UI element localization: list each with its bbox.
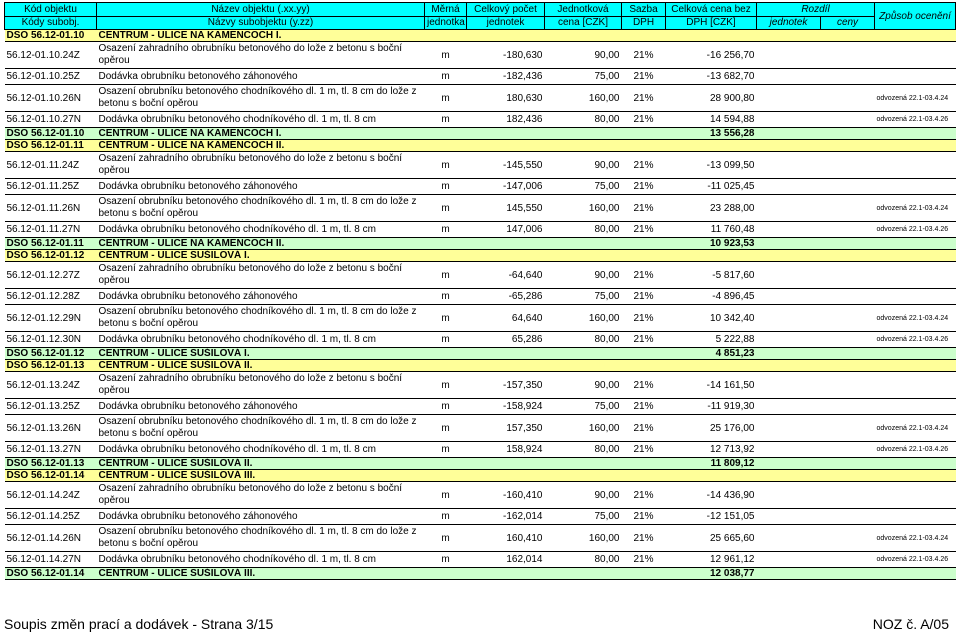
item-unit-price: 90,00 <box>545 482 622 509</box>
item-unit: m <box>425 179 467 195</box>
table-row <box>5 332 956 348</box>
item-code: 56.12-01.10.26N <box>5 85 97 112</box>
item-total: 28 900,80 <box>666 85 757 112</box>
item-diff-price <box>821 442 875 458</box>
item-code: 56.12-01.14.25Z <box>5 509 97 525</box>
item-vat-rate: 21% <box>622 509 666 525</box>
total-amount: 11 809,12 <box>666 458 757 470</box>
item-diff-units <box>757 222 821 238</box>
item-code: 56.12-01.14.24Z <box>5 482 97 509</box>
col-unitprice-header-2: cena [CZK] <box>545 16 622 30</box>
item-name: Osazení zahradního obrubníku betonového do lože z betonu s boční opěrou <box>97 42 425 69</box>
item-vat-rate: 21% <box>622 85 666 112</box>
item-vat-rate: 21% <box>622 525 666 552</box>
table-row <box>5 152 956 179</box>
item-unit: m <box>425 305 467 332</box>
item-pricing-method: odvozená 22.1-03.4.24 <box>875 525 956 552</box>
item-name: Osazení zahradního obrubníku betonového do lože z betonu s boční opěrou <box>97 372 425 399</box>
item-diff-units <box>757 482 821 509</box>
total-amount: 12 038,77 <box>666 568 757 580</box>
item-vat-rate: 21% <box>622 289 666 305</box>
section-name: CENTRUM - ULICE SUŠILOVÁ III. <box>97 470 956 482</box>
item-quantity: -162,014 <box>467 509 545 525</box>
item-unit-price: 160,00 <box>545 415 622 442</box>
item-total: -16 256,70 <box>666 42 757 69</box>
item-quantity: 182,436 <box>467 112 545 128</box>
col-total-header-2: DPH [CZK] <box>666 16 757 30</box>
item-name: Dodávka obrubníku betonového chodníkového dl. 1 m, tl. 8 cm <box>97 332 425 348</box>
item-name: Osazení zahradního obrubníku betonového do lože z betonu s boční opěrou <box>97 482 425 509</box>
col-mj-header: Měrná <box>425 3 467 17</box>
item-unit-price: 90,00 <box>545 372 622 399</box>
section-code: DSO 56.12-01.13 <box>5 360 97 372</box>
item-diff-units <box>757 152 821 179</box>
item-unit-price: 160,00 <box>545 85 622 112</box>
table-row <box>5 399 956 415</box>
section-code: DSO 56.12-01.14 <box>5 470 97 482</box>
col-code-header: Kód objektu <box>5 3 97 17</box>
item-unit: m <box>425 509 467 525</box>
item-pricing-method: odvozená 22.1-03.4.24 <box>875 195 956 222</box>
item-name: Osazení obrubníku betonového chodníkového dl. 1 m, tl. 8 cm do lože z betonu s boční opěrou <box>97 195 425 222</box>
item-code: 56.12-01.12.29N <box>5 305 97 332</box>
item-quantity: -145,550 <box>467 152 545 179</box>
item-diff-units <box>757 372 821 399</box>
item-vat-rate: 21% <box>622 552 666 568</box>
item-code: 56.12-01.13.26N <box>5 415 97 442</box>
section-header-row <box>5 140 956 152</box>
item-total: -13 682,70 <box>666 69 757 85</box>
item-total: 14 594,88 <box>666 112 757 128</box>
total-name: CENTRUM - ULICE SUŠILOVÁ II. <box>97 458 666 470</box>
item-total: -14 161,50 <box>666 372 757 399</box>
table-row <box>5 305 956 332</box>
col-code-header-2: Kódy subobj. <box>5 16 97 30</box>
item-diff-units <box>757 525 821 552</box>
item-quantity: -65,286 <box>467 289 545 305</box>
item-quantity: 64,640 <box>467 305 545 332</box>
table-row <box>5 552 956 568</box>
total-amount: 13 556,28 <box>666 128 757 140</box>
total-amount: 4 851,23 <box>666 348 757 360</box>
item-name: Dodávka obrubníku betonového záhonového <box>97 69 425 85</box>
item-diff-price <box>821 332 875 348</box>
item-total: 25 176,00 <box>666 415 757 442</box>
item-quantity: 147,006 <box>467 222 545 238</box>
item-quantity: 162,014 <box>467 552 545 568</box>
col-diff-price-header: ceny <box>821 16 875 30</box>
item-diff-price <box>821 399 875 415</box>
item-total: 5 222,88 <box>666 332 757 348</box>
item-name: Dodávka obrubníku betonového záhonového <box>97 399 425 415</box>
item-total: -12 151,05 <box>666 509 757 525</box>
section-total-row <box>5 128 956 140</box>
col-mj-header-2: jednotka <box>425 16 467 30</box>
section-header-row <box>5 470 956 482</box>
item-quantity: -182,436 <box>467 69 545 85</box>
item-pricing-method: odvozená 22.1-03.4.26 <box>875 332 956 348</box>
item-unit-price: 75,00 <box>545 509 622 525</box>
item-diff-units <box>757 442 821 458</box>
col-qty-header-2: jednotek <box>467 16 545 30</box>
item-diff-price <box>821 305 875 332</box>
item-quantity: -147,006 <box>467 179 545 195</box>
change-list-table <box>4 2 956 580</box>
item-pricing-method: odvozená 22.1-03.4.24 <box>875 85 956 112</box>
item-unit: m <box>425 372 467 399</box>
item-diff-units <box>757 509 821 525</box>
table-row <box>5 525 956 552</box>
section-name: CENTRUM - ULICE SUŠILOVÁ II. <box>97 360 956 372</box>
item-total: -5 817,60 <box>666 262 757 289</box>
item-pricing-method: odvozená 22.1-03.4.24 <box>875 305 956 332</box>
item-unit: m <box>425 152 467 179</box>
item-name: Osazení obrubníku betonového chodníkového dl. 1 m, tl. 8 cm do lože z betonu s boční opěrou <box>97 85 425 112</box>
item-total: -14 436,90 <box>666 482 757 509</box>
item-diff-units <box>757 69 821 85</box>
item-name: Osazení zahradního obrubníku betonového do lože z betonu s boční opěrou <box>97 262 425 289</box>
item-quantity: 158,924 <box>467 442 545 458</box>
item-unit: m <box>425 332 467 348</box>
item-unit-price: 160,00 <box>545 525 622 552</box>
total-name: CENTRUM - ULICE NA KAMENCOCH II. <box>97 238 666 250</box>
section-total-row <box>5 568 956 580</box>
item-diff-price <box>821 112 875 128</box>
total-code: DSO 56.12-01.11 <box>5 238 97 250</box>
col-total-header: Celková cena bez <box>666 3 757 17</box>
item-code: 56.12-01.12.28Z <box>5 289 97 305</box>
item-pricing-method <box>875 509 956 525</box>
section-name: CENTRUM - ULICE NA KAMENCOCH II. <box>97 140 956 152</box>
item-quantity: 157,350 <box>467 415 545 442</box>
col-diff-units-header: jednotek <box>757 16 821 30</box>
item-diff-price <box>821 372 875 399</box>
item-name: Dodávka obrubníku betonového záhonového <box>97 179 425 195</box>
item-vat-rate: 21% <box>622 399 666 415</box>
item-vat-rate: 21% <box>622 415 666 442</box>
total-code: DSO 56.12-01.12 <box>5 348 97 360</box>
page-footer-title: Soupis změn prací a dodávek - Strana 3/15 <box>4 616 274 632</box>
item-diff-price <box>821 42 875 69</box>
table-row <box>5 42 956 69</box>
col-diff-header: Rozdíl <box>757 3 875 17</box>
item-vat-rate: 21% <box>622 332 666 348</box>
item-total: -13 099,50 <box>666 152 757 179</box>
item-code: 56.12-01.11.27N <box>5 222 97 238</box>
table-row <box>5 509 956 525</box>
col-name-header-2: Názvy subobjektu (y.zz) <box>97 16 425 30</box>
item-total: -11 025,45 <box>666 179 757 195</box>
total-code: DSO 56.12-01.10 <box>5 128 97 140</box>
section-header-row <box>5 30 956 42</box>
item-code: 56.12-01.10.24Z <box>5 42 97 69</box>
item-unit: m <box>425 552 467 568</box>
item-total: 23 288,00 <box>666 195 757 222</box>
table-row <box>5 482 956 509</box>
item-vat-rate: 21% <box>622 372 666 399</box>
col-way-header: Způsob ocenění <box>875 3 956 30</box>
item-total: 12 713,92 <box>666 442 757 458</box>
col-name-header: Název objektu (.xx.yy) <box>97 3 425 17</box>
item-pricing-method <box>875 289 956 305</box>
item-unit-price: 80,00 <box>545 332 622 348</box>
item-pricing-method <box>875 399 956 415</box>
item-diff-price <box>821 85 875 112</box>
item-quantity: -180,630 <box>467 42 545 69</box>
table-row <box>5 289 956 305</box>
table-row <box>5 262 956 289</box>
item-pricing-method <box>875 69 956 85</box>
item-quantity: 65,286 <box>467 332 545 348</box>
item-diff-units <box>757 195 821 222</box>
item-vat-rate: 21% <box>622 442 666 458</box>
item-diff-units <box>757 179 821 195</box>
item-unit: m <box>425 442 467 458</box>
section-header-row <box>5 360 956 372</box>
item-unit-price: 75,00 <box>545 289 622 305</box>
item-name: Dodávka obrubníku betonového chodníkového dl. 1 m, tl. 8 cm <box>97 222 425 238</box>
item-name: Dodávka obrubníku betonového chodníkového dl. 1 m, tl. 8 cm <box>97 112 425 128</box>
item-pricing-method: odvozená 22.1-03.4.24 <box>875 415 956 442</box>
item-unit: m <box>425 482 467 509</box>
item-total: 11 760,48 <box>666 222 757 238</box>
col-vat-header: Sazba <box>622 3 666 17</box>
item-total: 10 342,40 <box>666 305 757 332</box>
item-pricing-method: odvozená 22.1-03.4.26 <box>875 552 956 568</box>
item-unit-price: 80,00 <box>545 442 622 458</box>
item-diff-units <box>757 399 821 415</box>
item-unit: m <box>425 42 467 69</box>
item-diff-price <box>821 552 875 568</box>
item-diff-price <box>821 509 875 525</box>
item-unit-price: 80,00 <box>545 112 622 128</box>
item-quantity: 180,630 <box>467 85 545 112</box>
item-code: 56.12-01.11.24Z <box>5 152 97 179</box>
item-diff-units <box>757 332 821 348</box>
total-code: DSO 56.12-01.13 <box>5 458 97 470</box>
item-unit: m <box>425 415 467 442</box>
item-code: 56.12-01.10.25Z <box>5 69 97 85</box>
section-name: CENTRUM - ULICE SUŠILOVÁ I. <box>97 250 956 262</box>
empty-cell <box>757 458 956 470</box>
item-code: 56.12-01.13.27N <box>5 442 97 458</box>
item-vat-rate: 21% <box>622 69 666 85</box>
item-unit-price: 75,00 <box>545 399 622 415</box>
item-total: 25 665,60 <box>666 525 757 552</box>
empty-cell <box>757 348 956 360</box>
item-quantity: 160,410 <box>467 525 545 552</box>
total-name: CENTRUM - ULICE NA KAMENCOCH I. <box>97 128 666 140</box>
item-code: 56.12-01.13.24Z <box>5 372 97 399</box>
item-quantity: -64,640 <box>467 262 545 289</box>
item-unit-price: 160,00 <box>545 195 622 222</box>
item-diff-units <box>757 85 821 112</box>
col-unitprice-header: Jednotková <box>545 3 622 17</box>
item-code: 56.12-01.13.25Z <box>5 399 97 415</box>
section-total-row <box>5 348 956 360</box>
item-unit-price: 75,00 <box>545 179 622 195</box>
item-quantity: -157,350 <box>467 372 545 399</box>
item-unit: m <box>425 262 467 289</box>
item-vat-rate: 21% <box>622 42 666 69</box>
item-vat-rate: 21% <box>622 195 666 222</box>
total-amount: 10 923,53 <box>666 238 757 250</box>
item-diff-price <box>821 152 875 179</box>
item-vat-rate: 21% <box>622 222 666 238</box>
item-unit-price: 90,00 <box>545 42 622 69</box>
item-unit: m <box>425 69 467 85</box>
item-pricing-method <box>875 482 956 509</box>
table-row <box>5 415 956 442</box>
item-name: Dodávka obrubníku betonového záhonového <box>97 509 425 525</box>
item-code: 56.12-01.12.27Z <box>5 262 97 289</box>
item-name: Dodávka obrubníku betonového chodníkového dl. 1 m, tl. 8 cm <box>97 442 425 458</box>
table-header <box>5 3 956 30</box>
table-row <box>5 195 956 222</box>
item-pricing-method <box>875 262 956 289</box>
item-name: Osazení zahradního obrubníku betonového do lože z betonu s boční opěrou <box>97 152 425 179</box>
total-name: CENTRUM - ULICE SUŠILOVÁ III. <box>97 568 666 580</box>
item-vat-rate: 21% <box>622 482 666 509</box>
item-code: 56.12-01.14.27N <box>5 552 97 568</box>
table-row <box>5 179 956 195</box>
item-diff-price <box>821 415 875 442</box>
item-pricing-method: odvozená 22.1-03.4.26 <box>875 442 956 458</box>
item-vat-rate: 21% <box>622 179 666 195</box>
section-header-row <box>5 250 956 262</box>
col-vat-header-2: DPH <box>622 16 666 30</box>
item-vat-rate: 21% <box>622 262 666 289</box>
total-code: DSO 56.12-01.14 <box>5 568 97 580</box>
item-diff-units <box>757 552 821 568</box>
item-unit: m <box>425 85 467 112</box>
item-unit: m <box>425 222 467 238</box>
table-row <box>5 112 956 128</box>
item-quantity: 145,550 <box>467 195 545 222</box>
item-name: Osazení obrubníku betonového chodníkového dl. 1 m, tl. 8 cm do lože z betonu s boční opěrou <box>97 305 425 332</box>
item-pricing-method <box>875 152 956 179</box>
item-diff-price <box>821 525 875 552</box>
item-name: Osazení obrubníku betonového chodníkového dl. 1 m, tl. 8 cm do lože z betonu s boční opěrou <box>97 415 425 442</box>
item-diff-price <box>821 289 875 305</box>
item-quantity: -160,410 <box>467 482 545 509</box>
empty-cell <box>757 568 956 580</box>
item-vat-rate: 21% <box>622 112 666 128</box>
item-diff-units <box>757 112 821 128</box>
item-pricing-method: odvozená 22.1-03.4.26 <box>875 112 956 128</box>
item-diff-price <box>821 179 875 195</box>
empty-cell <box>757 128 956 140</box>
item-diff-price <box>821 69 875 85</box>
item-vat-rate: 21% <box>622 305 666 332</box>
section-total-row <box>5 458 956 470</box>
item-code: 56.12-01.10.27N <box>5 112 97 128</box>
item-name: Osazení obrubníku betonového chodníkového dl. 1 m, tl. 8 cm do lože z betonu s boční opěrou <box>97 525 425 552</box>
section-code: DSO 56.12-01.11 <box>5 140 97 152</box>
item-diff-units <box>757 262 821 289</box>
item-unit-price: 80,00 <box>545 222 622 238</box>
total-name: CENTRUM - ULICE SUŠILOVÁ I. <box>97 348 666 360</box>
item-code: 56.12-01.11.25Z <box>5 179 97 195</box>
item-code: 56.12-01.12.30N <box>5 332 97 348</box>
item-name: Dodávka obrubníku betonového záhonového <box>97 289 425 305</box>
item-total: -4 896,45 <box>666 289 757 305</box>
item-unit: m <box>425 525 467 552</box>
item-unit-price: 160,00 <box>545 305 622 332</box>
item-unit: m <box>425 399 467 415</box>
section-total-row <box>5 238 956 250</box>
item-unit: m <box>425 289 467 305</box>
item-unit-price: 90,00 <box>545 152 622 179</box>
item-diff-units <box>757 305 821 332</box>
item-unit-price: 80,00 <box>545 552 622 568</box>
table-row <box>5 442 956 458</box>
item-pricing-method <box>875 179 956 195</box>
item-diff-price <box>821 482 875 509</box>
item-total: 12 961,12 <box>666 552 757 568</box>
item-pricing-method <box>875 372 956 399</box>
item-quantity: -158,924 <box>467 399 545 415</box>
item-vat-rate: 21% <box>622 152 666 179</box>
section-code: DSO 56.12-01.12 <box>5 250 97 262</box>
item-diff-price <box>821 262 875 289</box>
item-unit-price: 75,00 <box>545 69 622 85</box>
section-code: DSO 56.12-01.10 <box>5 30 97 42</box>
item-pricing-method: odvozená 22.1-03.4.26 <box>875 222 956 238</box>
item-unit: m <box>425 112 467 128</box>
item-diff-units <box>757 289 821 305</box>
item-name: Dodávka obrubníku betonového chodníkového dl. 1 m, tl. 8 cm <box>97 552 425 568</box>
table-row <box>5 372 956 399</box>
empty-cell <box>757 238 956 250</box>
col-qty-header: Celkový počet <box>467 3 545 17</box>
item-total: -11 919,30 <box>666 399 757 415</box>
table-body <box>5 30 956 580</box>
item-code: 56.12-01.14.26N <box>5 525 97 552</box>
item-diff-units <box>757 42 821 69</box>
item-unit: m <box>425 195 467 222</box>
item-pricing-method <box>875 42 956 69</box>
table-row <box>5 69 956 85</box>
table-row <box>5 222 956 238</box>
item-diff-price <box>821 195 875 222</box>
section-name: CENTRUM - ULICE NA KAMENCOCH I. <box>97 30 956 42</box>
item-code: 56.12-01.11.26N <box>5 195 97 222</box>
page-footer-doc-number: NOZ č. A/05 <box>872 616 949 632</box>
table-row <box>5 85 956 112</box>
item-diff-units <box>757 415 821 442</box>
item-unit-price: 90,00 <box>545 262 622 289</box>
item-diff-price <box>821 222 875 238</box>
